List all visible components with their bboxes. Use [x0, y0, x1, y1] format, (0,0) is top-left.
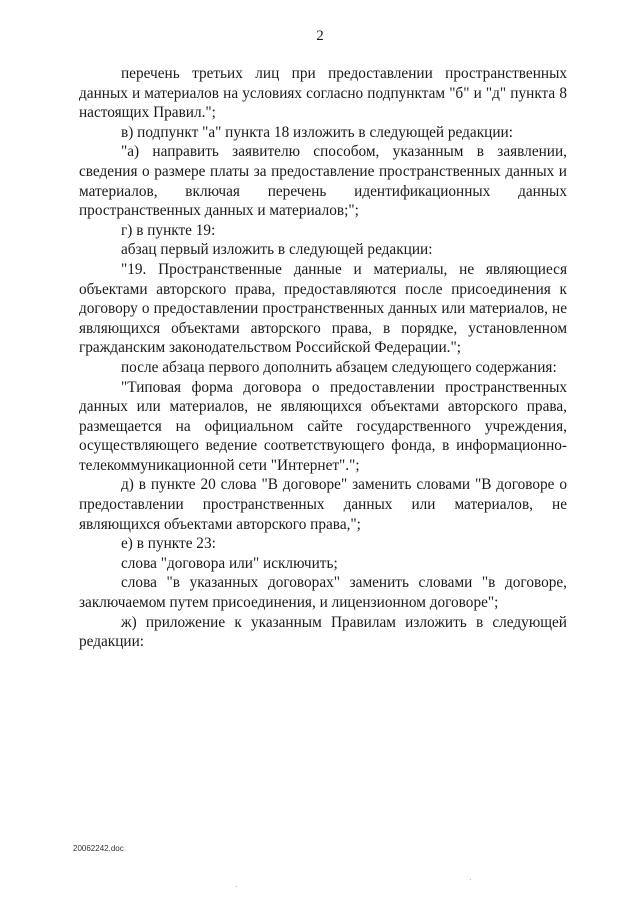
- paragraph-item-e: е) в пункте 23:: [121, 535, 216, 553]
- paragraph-item-zh: ж) приложение к указанным Правилам изложить в следующей редакции:: [79, 613, 567, 651]
- paragraph-item-g: г) в пункте 19:: [121, 221, 216, 239]
- paragraph-point-19-text: "19. Пространственные данные и материалы, не являющиеся объектами авторского права, предоставляются после присоединения к договору о предоставлении пространственных данных или материалов, не являющихся объектами авторского права, в порядке, установленном гражданским законодательством Российской Федерации.";: [79, 260, 567, 357]
- paragraph-words-replace: слова "в указанных договорах" заменить словами "в договоре, заключаемом путем присоединения, и лицензионном договоре";: [79, 574, 567, 612]
- paragraph-subitem-a-text: "а) направить заявителю способом, указанным в заявлении, сведения о размере платы за предоставление пространственных данных и материалов, включая перечень идентификационных данных пространственных данных и материалов;";: [79, 143, 567, 220]
- page-number: 2: [316, 28, 324, 44]
- paragraph-item-v: в) подпункт "а" пункта 18 изложить в следующей редакции:: [121, 123, 513, 141]
- paragraph-item-d: д) в пункте 20 слова "В договоре" заменить словами "В договоре о предоставлении пространственных данных или материалов, не являющихся объектами авторского права,";: [79, 476, 567, 533]
- paragraph-third-parties-list: перечень третьих лиц при предоставлении пространственных данных и материалов на условиях согласно подпунктам "б" и "д" пункта 8 настоящих Правил.";: [79, 65, 567, 122]
- paragraph-words-exclude: слова "договора или" исключить;: [121, 554, 338, 572]
- scan-speck: [470, 879, 471, 880]
- footer-doc-code: 20062242.doc: [73, 844, 124, 853]
- paragraph-typical-form: "Типовая форма договора о предоставлении пространственных данных или материалов, не являющихся объектами авторского права, размещается на официальном сайте государственного учреждения, осуществляющего ведение соответствующего фонда, в информационно-телекоммуникационной сети "Интернет".";: [79, 378, 567, 474]
- document-body: [79, 64, 567, 652]
- scan-speck: [236, 886, 237, 887]
- paragraph-first-abzac: абзац первый изложить в следующей редакции:: [121, 241, 433, 259]
- paragraph-add-abzac: после абзаца первого дополнить абзацем следующего содержания:: [121, 358, 557, 376]
